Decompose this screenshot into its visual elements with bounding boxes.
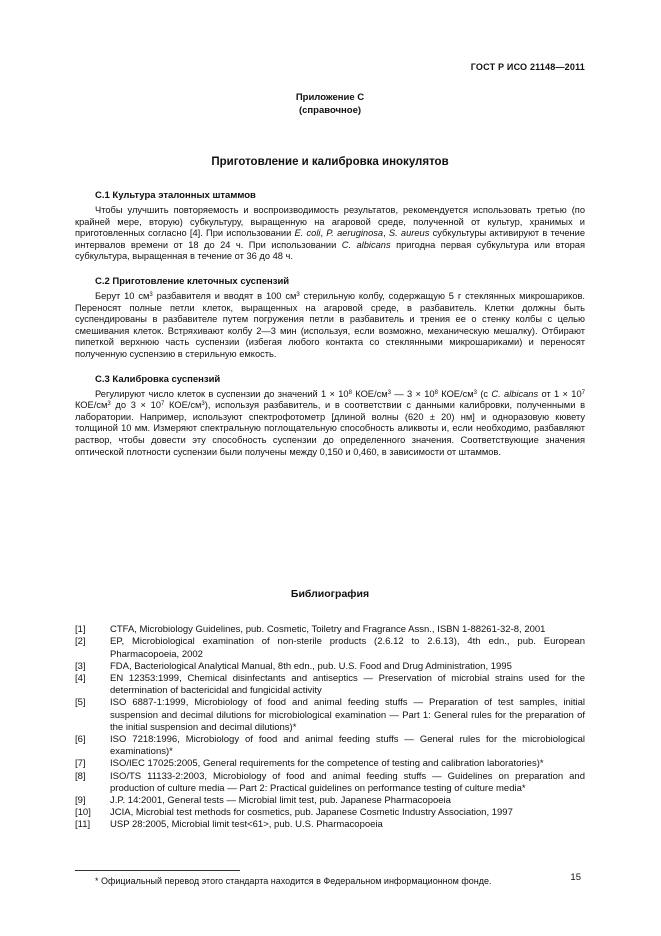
bibliography-item-text: J.P. 14:2001, General tests — Microbial limit test, pub. Japanese Pharmacopoeia xyxy=(110,794,451,806)
bibliography-item-text: ISO 6887-1:1999, Microbiology of food and animal feeding stuffs — Preparation of test samples, initial suspension and decimal dilutions for microbiological examination — Part 1: General rules for the preparation of the initial suspension and decimal dilutions)* xyxy=(110,697,585,733)
bibliography-item-number: [7] xyxy=(75,758,86,770)
bibliography-item-number: [9] xyxy=(75,794,86,806)
bibliography-item-text: ISO/TS 11133-2:2003, Microbiology of food and animal feeding stuffs — Guidelines on preparation and production of culture media — Part 2: Practical guidelines on performance testing of culture media* xyxy=(110,770,585,794)
bibliography-item-number: [4] xyxy=(75,672,86,684)
bibliography-item-1 xyxy=(75,624,585,636)
section-c1 xyxy=(75,190,585,263)
bibliography-item-number: [2] xyxy=(75,636,86,648)
bibliography-item-number: [3] xyxy=(75,660,86,672)
bibliography-item-6 xyxy=(75,734,585,758)
bibliography-item-text: USP 28:2005, Microbial limit test<61>, pub. U.S. Pharmacopoeia xyxy=(110,819,383,831)
bibliography-item-number: [6] xyxy=(75,733,86,745)
bibliography-item-4 xyxy=(75,673,585,697)
section-c2-heading: С.2 Приготовление клеточных суспензий xyxy=(95,275,290,287)
section-c3 xyxy=(75,374,585,459)
bibliography-item-text: CTFA, Microbiology Guidelines, pub. Cosmetic, Toiletry and Fragrance Assn., ISBN 1-88261-32-8, 2001 xyxy=(110,624,546,636)
bibliography-item-number: [5] xyxy=(75,697,86,709)
bibliography-item-number: [1] xyxy=(75,624,86,636)
appendix-sublabel: (справочное) xyxy=(298,105,362,116)
bibliography-item-text: ISO 7218:1996, Microbiology of food and animal feeding stuffs — General rules for the microbiological examinations)* xyxy=(110,733,585,758)
bibliography-list xyxy=(75,624,585,831)
bibliography-item-10 xyxy=(75,807,585,819)
bibliography-item-text: EP, Microbiological examination of non-sterile products (2.6.12 to 2.6.13), 4th edn., pub. European Pharmacopoeia, 2002 xyxy=(110,636,585,660)
bibliography-item-7 xyxy=(75,758,585,770)
page-header xyxy=(75,62,585,72)
section-c2-paragraph: Берут 10 $см^3$ разбавителя и вводят в 100 $см^3$ стерильную колбу, содержащую 5 г стеклянных микрошариков. Переносят полные петли клеток, выращенных на агаровой среде, в разбавитель. Клетки должны быть суспендированы в разбавителе путем погружения петли в разбавитель и трения ее о стенку колбы с целью смешивания клеток. Встряхивают колбу 2—3 мин (используя, если возможно, механическую мешалку). Отбирают пипеткой верхнюю часть суспензии (избегая любого контакта со стеклянными микрошариками) и переносят полученную суспензию в стерильную емкость. xyxy=(75,290,586,359)
bibliography-item-number: [8] xyxy=(75,770,86,782)
footnote-text: * Официальный перевод этого стандарта находится в Федеральном информационном фонде. xyxy=(95,875,492,886)
bibliography-item-text: JCIA, Microbial test methods for cosmetics, pub. Japanese Cosmetic Industry Association, 1997 xyxy=(110,807,513,819)
section-c3-paragraph: Регулируют число клеток в суспензии до значений $1 \times 10^8$ КОЕ/$см^3$ — $3 \times 10^8$ КОЕ/$см^3$ (с C. albicans от $1 \times 10^7$ КОЕ/$см^3$ до $3 \times 10^7$ КОЕ/$см^3$), используя разбавитель, и в соответствии с данными калибровки, полученными в лаборатории. Например, используют спектрофотометр [длиной волны (620 ± 20) нм] и одноразовую кювету толщиной 10 мм. Измеряют спектральную поглощательную способность аликвоты и, если необходимо, разбавляют раствор, чтобы довести эту способность суспензии до определенного значения. Соответствующие значения оптической плотности суспензии были получены между 0,150 и 0,460, в зависимости от штаммов. xyxy=(75,388,586,457)
page-number: 15 xyxy=(570,872,581,883)
appendix-label: Приложение С xyxy=(295,92,365,103)
bibliography-item-11 xyxy=(75,819,585,831)
bibliography-item-8 xyxy=(75,771,585,795)
appendix-title: Приготовление и калибровка инокулятов xyxy=(211,156,449,168)
section-c2 xyxy=(75,276,585,361)
bibliography-item-9 xyxy=(75,795,585,807)
footnote xyxy=(75,870,585,887)
section-c3-heading: С.3 Калибровка суспензий xyxy=(95,373,221,385)
bibliography-item-text: ISO/IEC 17025:2005, General requirements for the competence of testing and calibration laboratories)* xyxy=(110,758,544,770)
footnote-rule xyxy=(75,870,240,871)
bibliography-item-text: EN 12353:1999, Chemical disinfectants and antiseptics — Preservation of microbial strains used for the determination of bactericidal and fungicidal activity xyxy=(110,672,585,697)
bibliography-item-text: FDA, Bacteriological Analytical Manual, 8th edn., pub. U.S. Food and Drug Administration, 1995 xyxy=(110,660,512,672)
bibliography-item-number: [11] xyxy=(75,819,91,831)
bibliography-item-5 xyxy=(75,697,585,734)
standard-designation: ГОСТ Р ИСО 21148—2011 xyxy=(470,62,585,72)
bibliography-item-2 xyxy=(75,636,585,660)
section-c1-paragraph: Чтобы улучшить повторяемость и воспроизводимость результатов, рекомендуется использовать третью (по крайней мере, вторую) субкультуру, выращенную на агаровой среде, полученной от культур, хранимых и приготовленных согласно [4]. При использовании E. coli, P. aeruginosa, S. aureus субкультуры активируют в течение интервалов времени от 18 до 24 ч. При использовании C. albicans пригодна первая субкультура или вторая субкультура, выращенная в течение от 36 до 48 ч. xyxy=(75,205,586,262)
bibliography-title: Библиография xyxy=(290,588,370,601)
bibliography-item-3 xyxy=(75,661,585,673)
section-c1-heading: С.1 Культура эталонных штаммов xyxy=(95,190,256,201)
bibliography-item-number: [10] xyxy=(75,807,91,819)
